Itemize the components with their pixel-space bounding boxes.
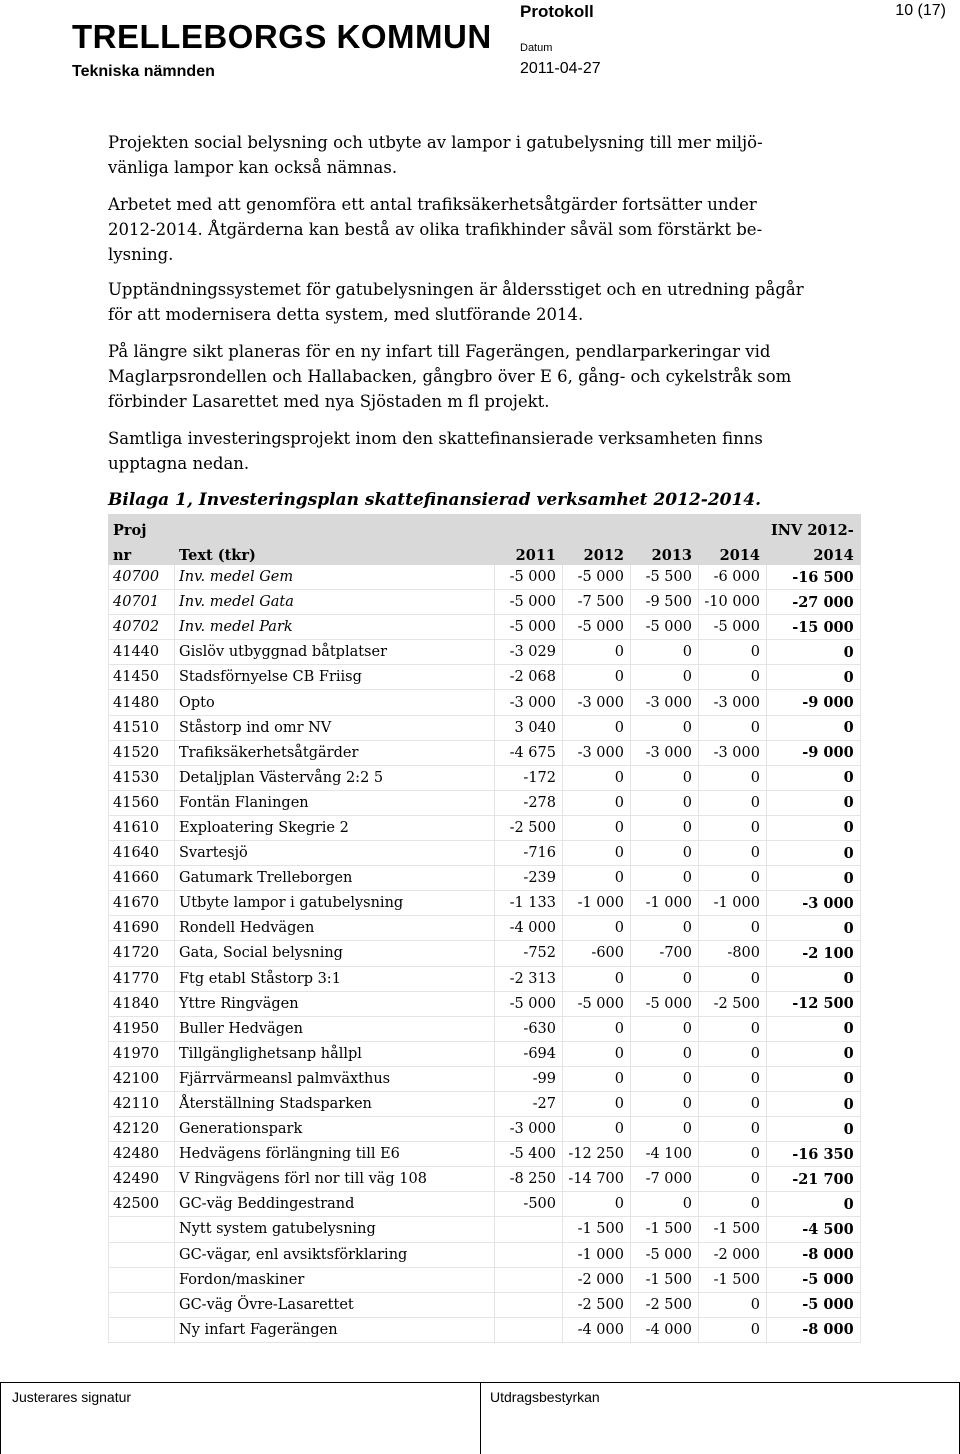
table-cell-y2011: -1 133 bbox=[495, 891, 563, 916]
header-cell: nr bbox=[109, 540, 175, 565]
table-cell-text: GC-vägar, enl avsiktsförklaring bbox=[175, 1242, 495, 1267]
table-row bbox=[109, 1142, 861, 1167]
table-cell-y2014: -5 000 bbox=[699, 615, 767, 640]
table-row bbox=[109, 665, 861, 690]
table-cell-text: Rondell Hedvägen bbox=[175, 916, 495, 941]
date-label: Datum bbox=[520, 42, 553, 54]
table-cell-text: Gatumark Trelleborgen bbox=[175, 866, 495, 891]
table-row bbox=[109, 916, 861, 941]
table-cell-text: GC-väg Beddingestrand bbox=[175, 1192, 495, 1217]
table-cell-y2014: 0 bbox=[699, 1142, 767, 1167]
table-cell-y2013: 0 bbox=[631, 966, 699, 991]
investment-table bbox=[108, 514, 861, 1343]
date-value: 2011-04-27 bbox=[520, 60, 601, 77]
table-cell-y2013: -700 bbox=[631, 941, 699, 966]
table-cell-nr: 41840 bbox=[109, 991, 175, 1016]
table-cell-text: Fontän Flaningen bbox=[175, 790, 495, 815]
table-cell-y2011: -3 029 bbox=[495, 640, 563, 665]
table-cell-nr: 40700 bbox=[109, 565, 175, 590]
table-row bbox=[109, 815, 861, 840]
table-cell-total: 0 bbox=[767, 1192, 861, 1217]
table-cell-y2012: 0 bbox=[563, 1016, 631, 1041]
table-cell-y2013: 0 bbox=[631, 715, 699, 740]
table-row bbox=[109, 740, 861, 765]
table-cell-nr: 41720 bbox=[109, 941, 175, 966]
table-cell-text: Fordon/maskiner bbox=[175, 1267, 495, 1292]
table-row bbox=[109, 1192, 861, 1217]
table-cell-total: 0 bbox=[767, 715, 861, 740]
table-cell-y2013: 0 bbox=[631, 1016, 699, 1041]
header-cell bbox=[631, 515, 699, 540]
table-cell-total: 0 bbox=[767, 640, 861, 665]
table-cell-y2012: -7 500 bbox=[563, 590, 631, 615]
table-cell-y2013: 0 bbox=[631, 866, 699, 891]
table-cell-text: Inv. medel Gem bbox=[175, 565, 495, 590]
table-row bbox=[109, 1267, 861, 1292]
table-cell-nr: 40701 bbox=[109, 590, 175, 615]
table-cell-total: -27 000 bbox=[767, 590, 861, 615]
table-cell-y2014: -1 500 bbox=[699, 1267, 767, 1292]
table-cell-y2011: -278 bbox=[495, 790, 563, 815]
paragraph: Projekten social belysning och utbyte av lampor i gatubelysning till mer miljö-vänliga lampor kan också nämnas. bbox=[108, 133, 763, 177]
table-row bbox=[109, 1016, 861, 1041]
table-row bbox=[109, 1217, 861, 1242]
table-cell-nr: 41770 bbox=[109, 966, 175, 991]
table-cell-y2013: 0 bbox=[631, 665, 699, 690]
table-cell-y2014: 0 bbox=[699, 1292, 767, 1317]
table-cell-y2014: -2 000 bbox=[699, 1242, 767, 1267]
table-cell-text: Ftg etabl Ståstorp 3:1 bbox=[175, 966, 495, 991]
page-number: 10 (17) bbox=[895, 2, 946, 19]
table-cell-y2014: -1 000 bbox=[699, 891, 767, 916]
table-cell-text: Fjärrvärmeansl palmväxthus bbox=[175, 1066, 495, 1091]
table-row bbox=[109, 590, 861, 615]
table-row bbox=[109, 841, 861, 866]
table-cell-y2011: -99 bbox=[495, 1066, 563, 1091]
header-cell bbox=[699, 515, 767, 540]
table-cell-text: Inv. medel Park bbox=[175, 615, 495, 640]
certification-label: Utdragsbestyrkan bbox=[490, 1389, 600, 1405]
table-cell-text: Detaljplan Västervång 2:2 5 bbox=[175, 765, 495, 790]
table-row bbox=[109, 615, 861, 640]
table-cell-nr: 42500 bbox=[109, 1192, 175, 1217]
table-cell-nr: 42490 bbox=[109, 1167, 175, 1192]
header-cell: 2014 bbox=[767, 540, 861, 565]
header-cell: 2014 bbox=[699, 540, 767, 565]
table-cell-total: -2 100 bbox=[767, 941, 861, 966]
table-cell-y2011: -694 bbox=[495, 1041, 563, 1066]
table-cell-y2012: 0 bbox=[563, 765, 631, 790]
table-cell-y2012: -5 000 bbox=[563, 615, 631, 640]
table-cell-text: Trafiksäkerhetsåtgärder bbox=[175, 740, 495, 765]
table-row bbox=[109, 1242, 861, 1267]
table-cell-total: 0 bbox=[767, 966, 861, 991]
table-cell-y2013: -3 000 bbox=[631, 690, 699, 715]
table-cell-text: Tillgänglighetsanp hållpl bbox=[175, 1041, 495, 1066]
table-row bbox=[109, 790, 861, 815]
table-cell-y2011: -2 068 bbox=[495, 665, 563, 690]
table-cell-y2014: 0 bbox=[699, 1192, 767, 1217]
table-cell-y2011: -2 500 bbox=[495, 815, 563, 840]
table-cell-nr: 42110 bbox=[109, 1091, 175, 1116]
paragraph: På längre sikt planeras för en ny infart till Fagerängen, pendlarparkeringar vid Maglarpsrondellen och Hallabacken, gångbro över E 6, gång- och cykelstråk som förbinder Lasarettet med nya Sjöstaden m fl projekt. bbox=[108, 342, 792, 411]
table-cell-total: 0 bbox=[767, 841, 861, 866]
table-cell-nr bbox=[109, 1267, 175, 1292]
table-row bbox=[109, 1167, 861, 1192]
table-cell-y2011: -4 675 bbox=[495, 740, 563, 765]
table-cell-total: -21 700 bbox=[767, 1167, 861, 1192]
table-header-row bbox=[109, 515, 861, 540]
table-row bbox=[109, 1066, 861, 1091]
header-cell bbox=[495, 515, 563, 540]
table-cell-y2014: -2 500 bbox=[699, 991, 767, 1016]
table-cell-y2013: 0 bbox=[631, 815, 699, 840]
table-row bbox=[109, 866, 861, 891]
table-cell-nr: 42120 bbox=[109, 1117, 175, 1142]
table-cell-y2012: 0 bbox=[563, 966, 631, 991]
table-cell-y2013: -3 000 bbox=[631, 740, 699, 765]
table-cell-total: -16 350 bbox=[767, 1142, 861, 1167]
table-cell-total: 0 bbox=[767, 1041, 861, 1066]
table-cell-total: -3 000 bbox=[767, 891, 861, 916]
table-cell-y2011: -172 bbox=[495, 765, 563, 790]
table-cell-y2014: -6 000 bbox=[699, 565, 767, 590]
table-cell-y2014: 0 bbox=[699, 866, 767, 891]
table-cell-y2012: -600 bbox=[563, 941, 631, 966]
table-cell-total: 0 bbox=[767, 1016, 861, 1041]
table-cell-y2014: -3 000 bbox=[699, 740, 767, 765]
table-cell-y2014: 0 bbox=[699, 916, 767, 941]
table-cell-y2011: -752 bbox=[495, 941, 563, 966]
table-cell-y2013: -2 500 bbox=[631, 1292, 699, 1317]
table-cell-y2013: 0 bbox=[631, 841, 699, 866]
table-header-row bbox=[109, 540, 861, 565]
table-cell-y2014: 0 bbox=[699, 665, 767, 690]
table-cell-y2012: -2 500 bbox=[563, 1292, 631, 1317]
table-cell-y2014: 0 bbox=[699, 790, 767, 815]
header-cell: 2011 bbox=[495, 540, 563, 565]
table-cell-y2014: -3 000 bbox=[699, 690, 767, 715]
table-cell-y2011 bbox=[495, 1317, 563, 1342]
table-cell-y2012: -1 000 bbox=[563, 891, 631, 916]
table-cell-y2011: -27 bbox=[495, 1091, 563, 1116]
table-cell-total: -5 000 bbox=[767, 1267, 861, 1292]
table-cell-y2012: -3 000 bbox=[563, 740, 631, 765]
table-row bbox=[109, 715, 861, 740]
organization-name: TRELLEBORGS KOMMUN bbox=[72, 18, 492, 55]
table-cell-y2013: -1 500 bbox=[631, 1267, 699, 1292]
table-cell-y2011 bbox=[495, 1292, 563, 1317]
table-cell-y2014: 0 bbox=[699, 1041, 767, 1066]
table-cell-y2011: -500 bbox=[495, 1192, 563, 1217]
table-cell-y2012: 0 bbox=[563, 1066, 631, 1091]
table-cell-y2012: 0 bbox=[563, 841, 631, 866]
header-cell bbox=[175, 515, 495, 540]
table-cell-y2012: 0 bbox=[563, 916, 631, 941]
table-cell-text: Opto bbox=[175, 690, 495, 715]
table-cell-nr bbox=[109, 1242, 175, 1267]
table-cell-y2012: -1 000 bbox=[563, 1242, 631, 1267]
table-cell-text: V Ringvägens förl nor till väg 108 bbox=[175, 1167, 495, 1192]
table-cell-y2011 bbox=[495, 1217, 563, 1242]
table-cell-y2013: 0 bbox=[631, 640, 699, 665]
table-cell-total: -15 000 bbox=[767, 615, 861, 640]
footer-divider bbox=[480, 1382, 481, 1454]
table-cell-nr: 41520 bbox=[109, 740, 175, 765]
table-cell-y2012: 0 bbox=[563, 866, 631, 891]
table-cell-text: Ståstorp ind omr NV bbox=[175, 715, 495, 740]
table-cell-y2013: -4 000 bbox=[631, 1317, 699, 1342]
table-cell-y2013: -7 000 bbox=[631, 1167, 699, 1192]
table-cell-text: Gislöv utbyggnad båtplatser bbox=[175, 640, 495, 665]
paragraph: Upptändningssystemet för gatubelysningen är åldersstiget och en utredning pågår för att modernisera detta system, med slutförande 2014. bbox=[108, 280, 804, 324]
table-cell-nr: 41970 bbox=[109, 1041, 175, 1066]
table-cell-total: -5 000 bbox=[767, 1292, 861, 1317]
table-cell-y2011: 3 040 bbox=[495, 715, 563, 740]
table-cell-nr: 41670 bbox=[109, 891, 175, 916]
table-cell-y2011: -4 000 bbox=[495, 916, 563, 941]
table-cell-total: 0 bbox=[767, 665, 861, 690]
table-row bbox=[109, 1292, 861, 1317]
table-cell-nr: 42100 bbox=[109, 1066, 175, 1091]
table-cell-text: Yttre Ringvägen bbox=[175, 991, 495, 1016]
table-cell-y2012: 0 bbox=[563, 790, 631, 815]
table-cell-nr: 41560 bbox=[109, 790, 175, 815]
header-cell: 2012 bbox=[563, 540, 631, 565]
table-cell-total: 0 bbox=[767, 790, 861, 815]
table-cell-y2013: 0 bbox=[631, 1192, 699, 1217]
table-row bbox=[109, 941, 861, 966]
table-cell-y2011 bbox=[495, 1242, 563, 1267]
table-cell-y2014: -800 bbox=[699, 941, 767, 966]
table-row bbox=[109, 891, 861, 916]
table-cell-total: -16 500 bbox=[767, 565, 861, 590]
table-cell-text: Ny infart Fagerängen bbox=[175, 1317, 495, 1342]
table-cell-text: Utbyte lampor i gatubelysning bbox=[175, 891, 495, 916]
table-cell-text: Hedvägens förlängning till E6 bbox=[175, 1142, 495, 1167]
paragraph: Arbetet med att genomföra ett antal trafiksäkerhetsåtgärder fortsätter under 2012-2014. Åtgärderna kan bestå av olika trafikhinder såväl som förstärkt be-lysning. bbox=[108, 195, 763, 264]
document-body bbox=[108, 130, 808, 525]
document-type: Protokoll bbox=[520, 2, 594, 21]
table-cell-total: 0 bbox=[767, 1091, 861, 1116]
table-cell-text: Exploatering Skegrie 2 bbox=[175, 815, 495, 840]
table-cell-y2014: 0 bbox=[699, 765, 767, 790]
table-cell-y2014: 0 bbox=[699, 841, 767, 866]
table-caption: Bilaga 1, Investeringsplan skattefinansierad verksamhet 2012-2014. bbox=[108, 490, 762, 510]
table-cell-y2012: 0 bbox=[563, 1117, 631, 1142]
table-cell-y2011: -5 000 bbox=[495, 590, 563, 615]
table-cell-y2011: -2 313 bbox=[495, 966, 563, 991]
header-cell: Proj bbox=[109, 515, 175, 540]
table-cell-total: -9 000 bbox=[767, 690, 861, 715]
table-row bbox=[109, 1317, 861, 1342]
table-cell-y2013: -5 000 bbox=[631, 615, 699, 640]
table-cell-text: Inv. medel Gata bbox=[175, 590, 495, 615]
signature-label: Justerares signatur bbox=[12, 1389, 132, 1405]
table-row bbox=[109, 991, 861, 1016]
table-row bbox=[109, 565, 861, 590]
table-cell-nr: 41610 bbox=[109, 815, 175, 840]
table-cell-total: 0 bbox=[767, 815, 861, 840]
table-cell-y2012: -4 000 bbox=[563, 1317, 631, 1342]
table-cell-y2012: -1 500 bbox=[563, 1217, 631, 1242]
table-cell-total: 0 bbox=[767, 916, 861, 941]
table-cell-y2013: -5 000 bbox=[631, 1242, 699, 1267]
table-cell-y2013: -1 500 bbox=[631, 1217, 699, 1242]
table-cell-y2012: 0 bbox=[563, 640, 631, 665]
table-cell-y2012: -5 000 bbox=[563, 565, 631, 590]
table-cell-text: Gata, Social belysning bbox=[175, 941, 495, 966]
table-cell-text: Nytt system gatubelysning bbox=[175, 1217, 495, 1242]
table-cell-y2012: -3 000 bbox=[563, 690, 631, 715]
table-cell-y2013: 0 bbox=[631, 1066, 699, 1091]
table-cell-y2011: -5 000 bbox=[495, 615, 563, 640]
table-cell-y2013: 0 bbox=[631, 1041, 699, 1066]
table-cell-y2011: -630 bbox=[495, 1016, 563, 1041]
table-cell-nr: 41660 bbox=[109, 866, 175, 891]
table-cell-y2014: 0 bbox=[699, 1016, 767, 1041]
table-cell-nr: 40702 bbox=[109, 615, 175, 640]
table-cell-y2012: 0 bbox=[563, 1192, 631, 1217]
table-cell-y2011 bbox=[495, 1267, 563, 1292]
table-cell-total: -4 500 bbox=[767, 1217, 861, 1242]
table-cell-total: 0 bbox=[767, 1117, 861, 1142]
table-cell-y2013: 0 bbox=[631, 1091, 699, 1116]
table-cell-y2013: 0 bbox=[631, 1117, 699, 1142]
table-cell-y2011: -5 000 bbox=[495, 991, 563, 1016]
table-cell-y2013: -5 000 bbox=[631, 991, 699, 1016]
table-cell-nr: 41510 bbox=[109, 715, 175, 740]
table-cell-nr: 41950 bbox=[109, 1016, 175, 1041]
paragraph: Samtliga investeringsprojekt inom den skattefinansierade verksamheten finns upptagna nedan. bbox=[108, 429, 763, 473]
table-cell-total: -8 000 bbox=[767, 1317, 861, 1342]
footer-divider bbox=[0, 1382, 1, 1454]
table-cell-y2012: -2 000 bbox=[563, 1267, 631, 1292]
table-cell-text: Återställning Stadsparken bbox=[175, 1091, 495, 1116]
table-cell-y2011: -239 bbox=[495, 866, 563, 891]
table-cell-y2014: 0 bbox=[699, 1091, 767, 1116]
table-cell-y2013: -4 100 bbox=[631, 1142, 699, 1167]
table-cell-total: 0 bbox=[767, 866, 861, 891]
table-cell-y2012: -12 250 bbox=[563, 1142, 631, 1167]
header-cell: 2013 bbox=[631, 540, 699, 565]
table-cell-y2011: -8 250 bbox=[495, 1167, 563, 1192]
table-cell-nr bbox=[109, 1292, 175, 1317]
table-cell-y2014: 0 bbox=[699, 1167, 767, 1192]
table-cell-y2011: -3 000 bbox=[495, 1117, 563, 1142]
table-cell-y2012: 0 bbox=[563, 815, 631, 840]
header-cell bbox=[563, 515, 631, 540]
table-cell-y2014: 0 bbox=[699, 1117, 767, 1142]
table-row bbox=[109, 690, 861, 715]
table-cell-text: Stadsförnyelse CB Friisg bbox=[175, 665, 495, 690]
header-cell: Text (tkr) bbox=[175, 540, 495, 565]
table-cell-total: 0 bbox=[767, 1066, 861, 1091]
table-row bbox=[109, 1041, 861, 1066]
table-row bbox=[109, 966, 861, 991]
table-cell-nr: 41640 bbox=[109, 841, 175, 866]
table-cell-text: Svartesjö bbox=[175, 841, 495, 866]
table-cell-y2012: 0 bbox=[563, 665, 631, 690]
table-cell-total: -8 000 bbox=[767, 1242, 861, 1267]
header-cell: INV 2012- bbox=[767, 515, 861, 540]
page-header bbox=[0, 0, 960, 90]
table-cell-text: Generationspark bbox=[175, 1117, 495, 1142]
table-cell-text: Buller Hedvägen bbox=[175, 1016, 495, 1041]
table-cell-y2012: 0 bbox=[563, 1091, 631, 1116]
table-cell-total: -9 000 bbox=[767, 740, 861, 765]
table-cell-nr: 41450 bbox=[109, 665, 175, 690]
table-cell-nr bbox=[109, 1317, 175, 1342]
table-cell-y2014: 0 bbox=[699, 640, 767, 665]
table-cell-total: -12 500 bbox=[767, 991, 861, 1016]
table-cell-nr: 41440 bbox=[109, 640, 175, 665]
table-row bbox=[109, 765, 861, 790]
table-cell-y2013: 0 bbox=[631, 790, 699, 815]
table-cell-y2011: -5 400 bbox=[495, 1142, 563, 1167]
table-cell-nr: 41530 bbox=[109, 765, 175, 790]
table-cell-y2012: 0 bbox=[563, 715, 631, 740]
table-cell-nr: 42480 bbox=[109, 1142, 175, 1167]
table-cell-y2014: -1 500 bbox=[699, 1217, 767, 1242]
table-cell-nr bbox=[109, 1217, 175, 1242]
table-cell-y2013: 0 bbox=[631, 916, 699, 941]
table-cell-y2014: 0 bbox=[699, 966, 767, 991]
table-cell-y2011: -5 000 bbox=[495, 565, 563, 590]
table-cell-y2014: 0 bbox=[699, 715, 767, 740]
table-cell-y2011: -3 000 bbox=[495, 690, 563, 715]
table-cell-y2012: -5 000 bbox=[563, 991, 631, 1016]
table-cell-nr: 41690 bbox=[109, 916, 175, 941]
table-cell-y2014: 0 bbox=[699, 815, 767, 840]
table-cell-y2013: -5 500 bbox=[631, 565, 699, 590]
table-cell-total: 0 bbox=[767, 765, 861, 790]
department-name: Tekniska nämnden bbox=[72, 63, 215, 80]
table-cell-y2014: -10 000 bbox=[699, 590, 767, 615]
table-cell-y2012: -14 700 bbox=[563, 1167, 631, 1192]
table-cell-y2014: 0 bbox=[699, 1066, 767, 1091]
table-cell-y2013: 0 bbox=[631, 765, 699, 790]
table-cell-nr: 41480 bbox=[109, 690, 175, 715]
table-cell-y2012: 0 bbox=[563, 1041, 631, 1066]
table-cell-y2013: -9 500 bbox=[631, 590, 699, 615]
table-cell-y2014: 0 bbox=[699, 1317, 767, 1342]
table-cell-y2013: -1 000 bbox=[631, 891, 699, 916]
table-cell-text: GC-väg Övre-Lasarettet bbox=[175, 1292, 495, 1317]
table-row bbox=[109, 1091, 861, 1116]
table-row bbox=[109, 640, 861, 665]
table-row bbox=[109, 1117, 861, 1142]
table-cell-y2011: -716 bbox=[495, 841, 563, 866]
